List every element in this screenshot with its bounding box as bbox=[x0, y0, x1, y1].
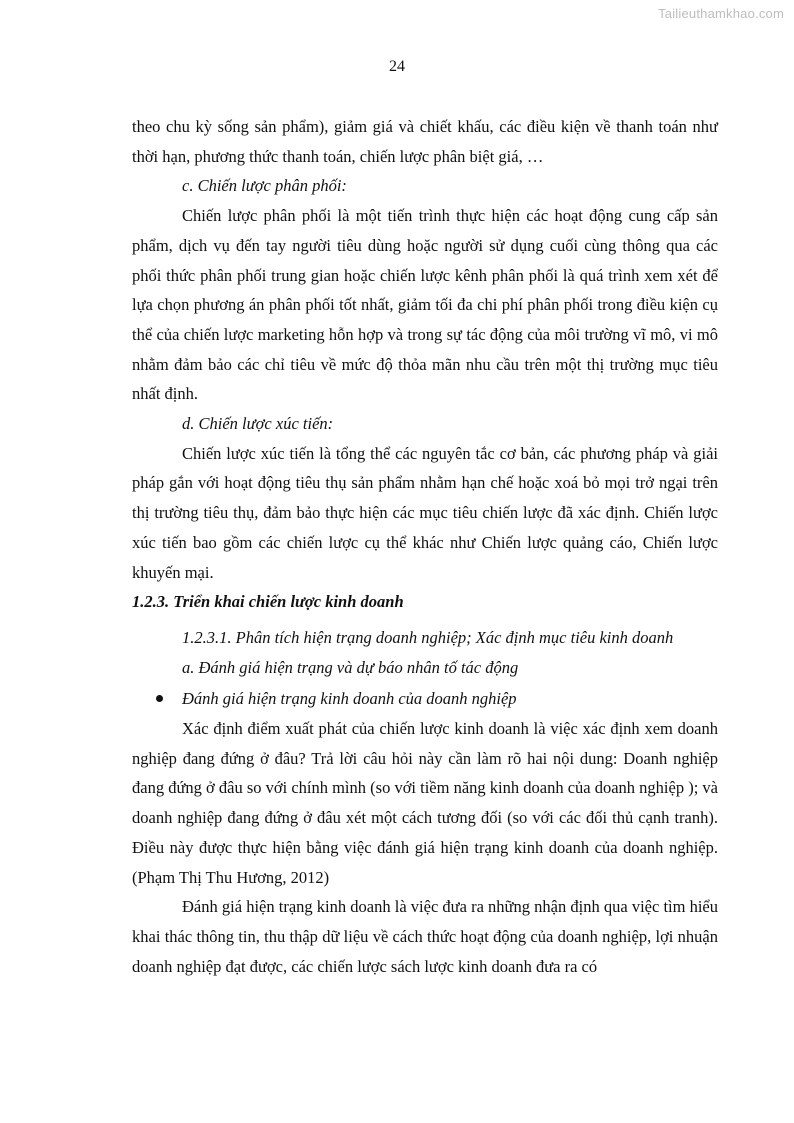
paragraph-promotion: Chiến lược xúc tiến là tổng thể các nguyên tắc cơ bản, các phương pháp và giải pháp gắn với hoạt động tiêu thụ sản phẩm nhằm hạn chế hoặc xoá bỏ mọi trở ngại trên thị trường tiêu thụ, đảm bảo thực hiện các mục tiêu chiến lược đã xác định. Chiến lược xúc tiến bao gồm các chiến lược cụ thể khác như Chiến lược quảng cáo, Chiến lược khuyến mại. bbox=[132, 443, 718, 582]
paragraph-starting-point: Xác định điểm xuất phát của chiến lược kinh doanh là việc xác định xem doanh nghiệp đang đứng ở đâu? Trả lời câu hỏi này cần làm rõ hai nội dung: Doanh nghiệp đang đứng ở đâu so với chính mình (so với tiềm năng kinh doanh của doanh nghiệp ); và doanh nghiệp đang đứng ở đâu xét một cách tương đối (so với các đối thủ cạnh tranh). Điều này được thực hiện bằng việc đánh giá hiện trạng kinh doanh của doanh nghiệp. (Phạm Thị Thu Hương, 2012) bbox=[132, 719, 718, 887]
subsection-heading-1-2-3-1: 1.2.3.1. Phân tích hiện trạng doanh nghiệp; Xác định mục tiêu kinh doanh bbox=[182, 627, 674, 647]
subsection-c-title: c. Chiến lược phân phối: bbox=[182, 176, 347, 196]
paragraph-pricing-continued: theo chu kỳ sống sản phẩm), giảm giá và chiết khấu, các điều kiện về thanh toán như thời hạn, phương thức thanh toán, chiến lược phân biệt giá, … bbox=[132, 117, 718, 166]
section-heading-1-2-3: 1.2.3. Triển khai chiến lược kinh doanh bbox=[132, 592, 404, 612]
paragraph-distribution: Chiến lược phân phối là một tiến trình thực hiện các hoạt động cung cấp sản phẩm, dịch vụ đến tay người tiêu dùng hoặc người sử dụng cuối cùng thông qua các phối thức phân phối trung gian hoặc chiến lược kênh phân phối là quá trình xem xét để lựa chọn phương án phân phối tốt nhất, giảm tối đa chi phí phân phối trong điều kiện cụ thể của chiến lược marketing hỗn hợp và trong sự tác động của môi trường vĩ mô, vi mô nhằm đảm bảo các chỉ tiêu về mức độ thỏa mãn nhu cầu trên một thị trường mục tiêu nhất định. bbox=[132, 206, 718, 404]
page-number: 24 bbox=[389, 58, 405, 75]
document-body bbox=[132, 112, 718, 981]
bullet-item-text: Đánh giá hiện trạng kinh doanh của doanh nghiệp bbox=[182, 689, 517, 709]
subsection-d-title: d. Chiến lược xúc tiến: bbox=[182, 414, 334, 434]
watermark: Tailieuthamkhao.com bbox=[658, 6, 784, 21]
bullet-item bbox=[132, 684, 718, 714]
subsection-a-title: a. Đánh giá hiện trạng và dự báo nhân tố tác động bbox=[182, 657, 519, 677]
bullet-dot-icon bbox=[156, 695, 163, 702]
paragraph-assessment: Đánh giá hiện trạng kinh doanh là việc đưa ra những nhận định qua việc tìm hiểu khai thác thông tin, thu thập dữ liệu về cách thức hoạt động của doanh nghiệp, lợi nhuận doanh nghiệp đạt được, các chiến lược sách lược kinh doanh đưa ra có bbox=[132, 897, 718, 976]
